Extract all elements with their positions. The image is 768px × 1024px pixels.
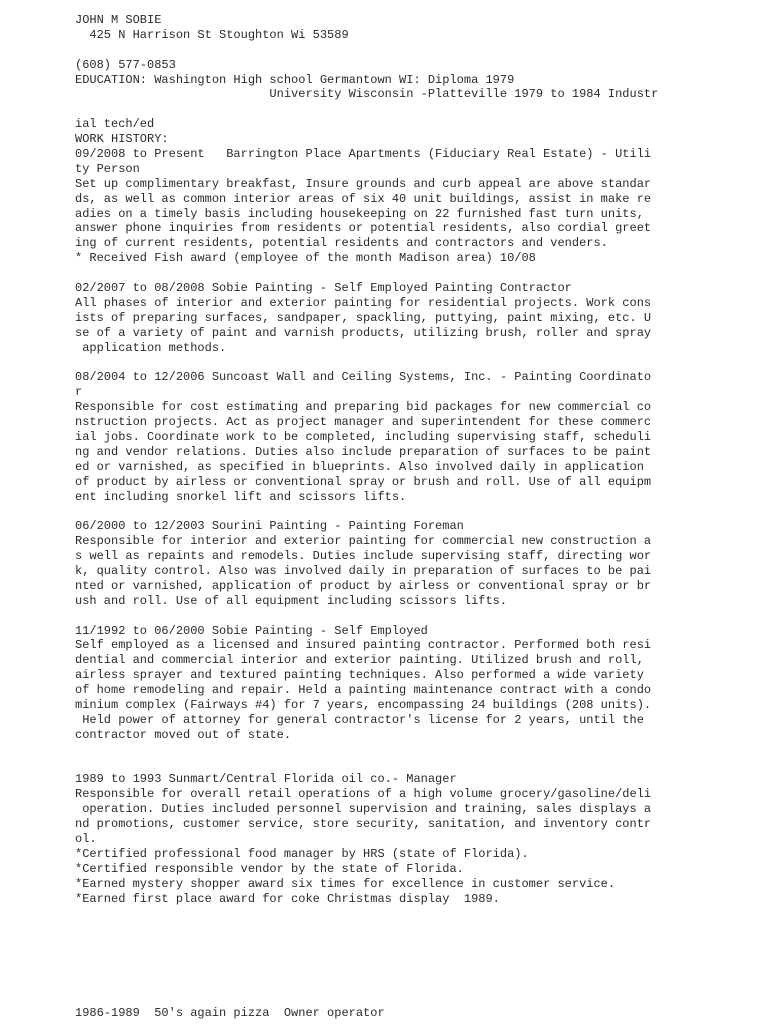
job-line: Self employed as a licensed and insured painting contractor. Performed both resi (75, 638, 652, 653)
job-line: ush and roll. Use of all equipment including scissors lifts. (75, 593, 508, 608)
resume-name: JOHN M SOBIE (75, 13, 162, 27)
job-line: 08/2004 to 12/2006 Suncoast Wall and Ceiling Systems, Inc. - Painting Coordinato (75, 370, 652, 385)
job-line: of product by airless or conventional spray or brush and roll. Use of all equipm (75, 474, 652, 489)
job-line: minium complex (Fairways #4) for 7 years, encompassing 24 buildings (208 units). (75, 697, 652, 712)
job-line: ed or varnished, as specified in blueprints. Also involved daily in application (75, 459, 644, 474)
footer-job-line: 1986-1989 50's again pizza Owner operator (75, 1006, 385, 1020)
education-line: EDUCATION: Washington High school Germantown WI: Diploma 1979 (75, 72, 515, 87)
job-line: ds, as well as common interior areas of six 40 unit buildings, assist in make re (75, 191, 652, 206)
resume-phone: (608) 577-0853 (75, 57, 176, 72)
job-entry (75, 772, 675, 906)
job-line: ial jobs. Coordinate work to be completed, including supervising staff, scheduli (75, 429, 652, 444)
job-line: adies on a timely basis including housekeeping on 22 furnished fast turn units, (75, 206, 644, 221)
job-line: r (75, 385, 83, 400)
education-line: University Wisconsin -Platteville 1979 to 1984 Industr (75, 87, 659, 102)
spacer (75, 43, 675, 58)
job-entry (75, 624, 675, 743)
job-line: application methods. (75, 340, 227, 355)
spacer (75, 504, 675, 519)
job-line: *Certified professional food manager by HRS (state of Florida). (75, 846, 529, 861)
job-line: operation. Duties included personnel supervision and training, sales displays a (75, 802, 652, 817)
job-line: All phases of interior and exterior painting for residential projects. Work cons (75, 295, 652, 310)
job-line: *Earned first place award for coke Christmas display 1989. (75, 891, 500, 906)
job-line: nstruction projects. Act as project manager and superintendent for these commerc (75, 415, 652, 430)
job-line: *Certified responsible vendor by the state of Florida. (75, 861, 464, 876)
spacer (75, 743, 675, 758)
spacer (75, 355, 675, 370)
resume-address: 425 N Harrison St Stoughton Wi 53589 (75, 27, 349, 42)
job-line: Responsible for overall retail operations of a high volume grocery/gasoline/deli (75, 787, 652, 802)
job-entry (75, 519, 675, 608)
job-line: dential and commercial interior and exterior painting. Utilized brush and roll, (75, 653, 644, 668)
job-line: 06/2000 to 12/2003 Sourini Painting - Painting Foreman (75, 519, 464, 534)
job-line: ists of preparing surfaces, sandpaper, spackling, puttying, paint mixing, etc. U (75, 310, 652, 325)
job-line: contractor moved out of state. (75, 727, 292, 742)
job-line: s well as repaints and remodels. Duties include supervising staff, directing wor (75, 549, 652, 564)
job-line: Set up complimentary breakfast, Insure grounds and curb appeal are above standar (75, 176, 652, 191)
job-line: * Received Fish award (employee of the month Madison area) 10/08 (75, 251, 536, 266)
spacer (75, 609, 675, 624)
job-line: airless sprayer and textured painting techniques. Also performed a wide variety (75, 668, 644, 683)
job-line: of home remodeling and repair. Held a painting maintenance contract with a condo (75, 683, 652, 698)
job-line: ng and vendor relations. Duties also include preparation of surfaces to be paint (75, 444, 652, 459)
job-line: se of a variety of paint and varnish products, utilizing brush, roller and spray (75, 325, 652, 340)
education-line: ial tech/ed (75, 117, 155, 132)
job-line: answer phone inquiries from residents or potential residents, also cordial greet (75, 221, 652, 236)
job-entry (75, 281, 675, 355)
job-line: Held power of attorney for general contractor's license for 2 years, until the (75, 712, 644, 727)
job-line: ent including snorkel lift and scissors lifts. (75, 489, 407, 504)
job-line: ty Person (75, 161, 140, 176)
spacer (75, 102, 675, 117)
job-entry (75, 370, 675, 504)
job-line: k, quality control. Also was involved daily in preparation of surfaces to be pai (75, 563, 652, 578)
resume-document (75, 13, 675, 906)
job-line: *Earned mystery shopper award six times for excellence in customer service. (75, 876, 616, 891)
job-line: Responsible for interior and exterior painting for commercial new construction a (75, 534, 652, 549)
job-line: ing of current residents, potential residents and contractors and venders. (75, 236, 608, 251)
spacer (75, 758, 675, 773)
job-line: 02/2007 to 08/2008 Sobie Painting - Self Employed Painting Contractor (75, 281, 572, 296)
job-entry (75, 147, 675, 266)
job-line: 1989 to 1993 Sunmart/Central Florida oil co.- Manager (75, 772, 457, 787)
job-line: 09/2008 to Present Barrington Place Apartments (Fiduciary Real Estate) - Utili (75, 147, 652, 162)
job-line: 11/1992 to 06/2000 Sobie Painting - Self Employed (75, 623, 428, 638)
job-line: nd promotions, customer service, store security, sanitation, and inventory contr (75, 817, 652, 832)
job-line: ol. (75, 831, 97, 846)
job-line: nted or varnished, application of product by airless or conventional spray or br (75, 578, 652, 593)
spacer (75, 266, 675, 281)
job-line: Responsible for cost estimating and preparing bid packages for new commercial co (75, 400, 652, 415)
work-history-heading: WORK HISTORY: (75, 132, 169, 147)
